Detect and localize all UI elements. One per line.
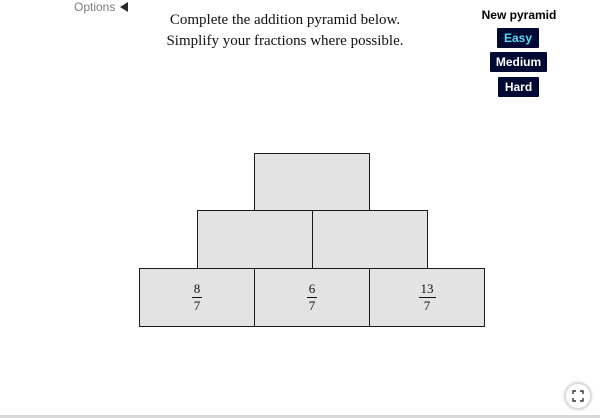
instruction-line-1: Complete the addition pyramid below. — [169, 12, 401, 28]
easy-button[interactable]: Easy — [497, 28, 539, 48]
pyramid-block-bottom-left — [139, 268, 255, 327]
pyramid-block-top[interactable] — [254, 153, 370, 212]
instruction-line-2: Simplify your fractions where possible. — [166, 33, 404, 49]
fraction — [370, 269, 484, 326]
options-label: Options — [74, 0, 116, 14]
pyramid-block-bottom-middle — [254, 268, 370, 327]
new-pyramid-title: New pyramid — [481, 8, 557, 22]
fraction-numerator: 8 — [193, 281, 201, 296]
fraction-denominator: 7 — [423, 298, 431, 313]
instructions — [150, 10, 420, 52]
triangle-left-icon — [120, 2, 128, 12]
fraction — [140, 269, 254, 326]
options-toggle[interactable] — [74, 0, 128, 14]
expand-icon — [572, 390, 584, 402]
fraction-numerator: 6 — [308, 281, 316, 296]
pyramid-block-middle-right[interactable] — [312, 210, 428, 269]
hard-button[interactable]: Hard — [498, 77, 539, 97]
fraction — [255, 269, 369, 326]
fraction-denominator: 7 — [308, 298, 316, 313]
medium-button[interactable]: Medium — [490, 52, 547, 72]
pyramid-block-bottom-right — [369, 268, 485, 327]
pyramid-block-middle-left[interactable] — [197, 210, 313, 269]
fraction-denominator: 7 — [193, 298, 201, 313]
fraction-numerator: 13 — [420, 281, 434, 296]
fullscreen-button[interactable] — [565, 383, 591, 409]
new-pyramid-panel — [478, 7, 560, 23]
